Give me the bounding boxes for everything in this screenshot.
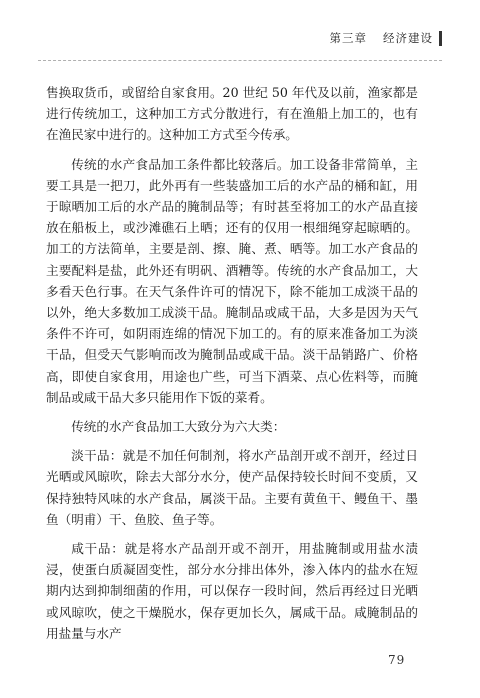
paragraph-3: 传统的水产食品加工大致分为六大类：: [71, 419, 286, 435]
page-number: 79: [388, 653, 406, 667]
header-bar: [439, 31, 442, 46]
paragraph-4: 淡干品：就是不加任何制剂，将水产品剖开或不剖开，经过日光晒或风晾吹，除去大部分水分，使产品保持较长时间不变质，又保持独特风味的水产食品，属淡干品。主要有黄鱼干、鳗鱼干、墨鱼（明甫）干、鱼胶、鱼子等。: [46, 448, 418, 527]
chapter-label: 第三章: [329, 31, 367, 45]
page-body: [46, 82, 418, 652]
header-divider: [38, 60, 442, 61]
running-header: [330, 30, 443, 46]
chapter-title: 经济建设: [383, 31, 433, 45]
paragraph-1: 售换取货币，或留给自家食用。20 世纪 50 年代及以前，渔家都是进行传统加工，这种加工方式分散进行，有在渔船上加工的，也有在渔民家中进行的。这种加工方式至今传承。: [46, 85, 418, 143]
paragraph-5: 咸干品：就是将水产品剖开或不剖开，用盐腌制或用盐水渍浸，使蛋白质凝固变性，部分水分排出体外，渗入体内的盐水在短期内达到抑制细菌的作用，可以保存一段时间，然后再经过日光晒或风晾吹，使之干燥脱水，保存更加长久，属咸干品。咸腌制品的用盐量与水产: [46, 541, 418, 641]
paragraph-2: 传统的水产食品加工条件都比较落后。加工设备非常简单，主要工具是一把刀，此外再有一些装盛加工后的水产品的桶和缸，用于晾晒加工后的水产品的腌制品等；有时甚至将加工的水产品直接放在船板上，或沙滩礁石上晒；还有的仅用一根细绳穿起晾晒的。加工的方法简单，主要是剖、擦、腌、煮、晒等。加工水产食品的主要配料是盐，此外还有明矾、酒糟等。传统的水产食品加工，大多看天色行事。在天气条件许可的情况下，除不能加工成淡干品的以外，绝大多数加工成淡干品。腌制品或咸干品，大多是因为天气条件不许可，如阴雨连绵的情况下加工的。有的原来准备加工为淡干品，但受天气影响而改为腌制品或咸干品。淡干品销路广、价格高，即使自家食用，用途也广些，可当下酒菜、点心佐料等，而腌制品或咸干品大多只能用作下饭的菜肴。: [46, 156, 418, 405]
